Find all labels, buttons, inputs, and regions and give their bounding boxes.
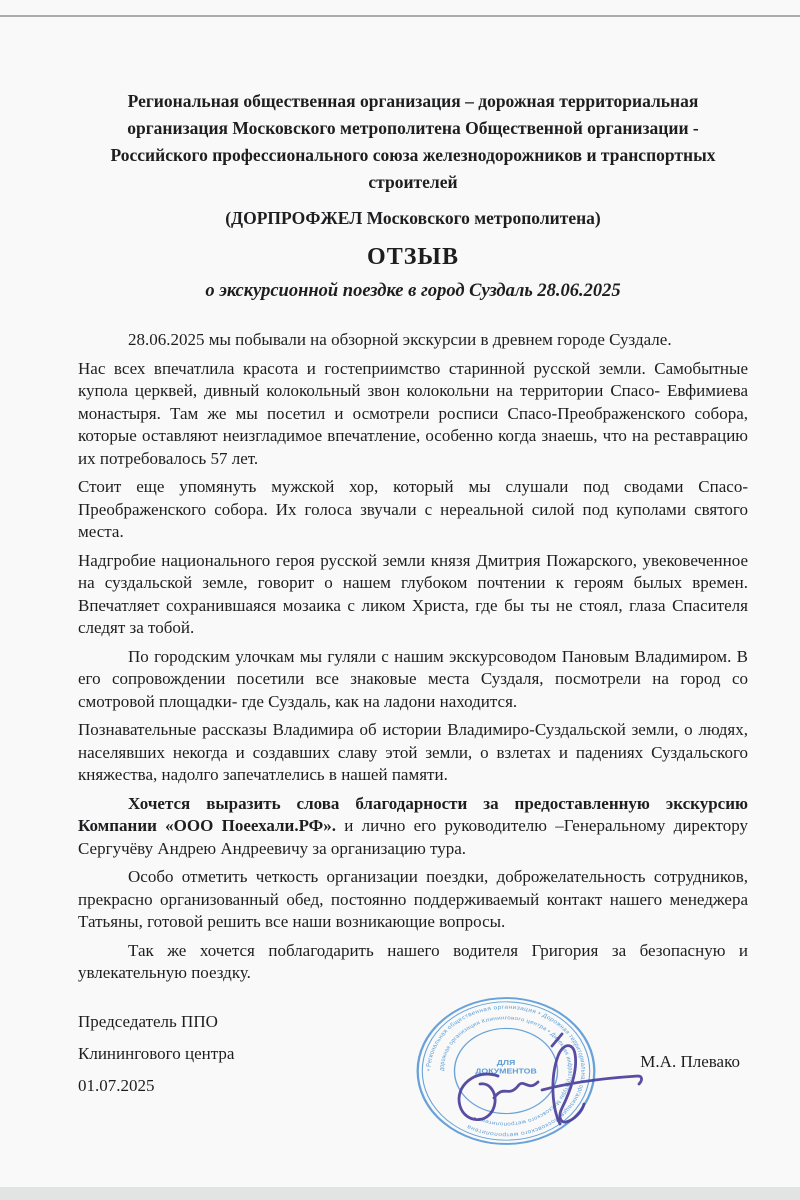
- paragraph-organization: Особо отметить четкость организации поездки, доброжелательность сотрудников, прекрасно организованный обед, постоянно поддерживаемый контакт нашего менеджера Татьяны, готовой решить все наши возникающие вопросы.: [78, 867, 748, 931]
- stamp-center-line1: ДЛЯ: [496, 1058, 516, 1067]
- stamp-center-line2: ДОКУМЕНТОВ: [475, 1066, 537, 1076]
- signer-name: М.А. Плевако: [640, 1052, 740, 1071]
- signer-position-line2: Клинингового центра: [78, 1043, 235, 1063]
- paragraph-gratitude: [78, 793, 748, 861]
- paragraph-guide: По городским улочкам мы гуляли с нашим экскурсоводом Пановым Владимиром. В его сопровождении посетили все знаковые места Суздаля, посмотрели на город со смотровой площадки- где Суздаль, как на ладони находится.: [78, 646, 748, 711]
- signoff-date: 01.07.2025: [78, 1075, 155, 1095]
- signature-humps: [494, 1082, 538, 1098]
- scan-edge-bottom: [0, 1187, 800, 1200]
- stamp-inner-ring-textpath: дорожная организация Клинингового центра • Дирекция инфраструктуры Московского метрополитена •: [439, 1015, 573, 1127]
- org-header: Региональная общественная организация – дорожная территориальная организация Московского метрополитена Общественной организации - Российского профессионального союза железнодорожников и транспортных строителей: [110, 91, 716, 192]
- paragraph-driver: Так же хочется поблагодарить нашего водителя Григория за безопасную и увлекательную поездку.: [78, 940, 748, 982]
- signature-tail-stroke: [542, 1076, 642, 1090]
- signature-tick: [552, 1034, 562, 1046]
- org-abbreviation: (ДОРПРОФЖЕЛ Московского метрополитена): [225, 208, 601, 228]
- signature-loop-left: [459, 1074, 498, 1120]
- paragraph-date-intro: 28.06.2025 мы побывали на обзорной экскурсии в древнем городе Суздале.: [128, 330, 672, 349]
- paragraph-choir: Стоит еще упомянуть мужской хор, который мы слушали под сводами Спасо-Преображенского собора. Их голоса звучали с нереальной силой под куполами святого места.: [78, 477, 748, 541]
- document-subtitle: о экскурсионной поездке в город Суздаль 28.06.2025: [205, 281, 621, 301]
- signer-position-line1: Председатель ППО: [78, 1011, 218, 1031]
- paragraph-impressions: Нас всех впечатлила красота и гостеприимство старинной русской земли. Самобытные купола церквей, дивный колокольный звон колокольни на территории Спасо- Евфимиева монастыря. Там же мы посетил и осмотрели росписи Спасо-Преображенского собора, которые оставляют неизгладимое впечатление, особенно когда знаешь, что на реставрацию их потребовалось 57 лет.: [78, 358, 748, 468]
- gratitude-regular-text: и лично его руководителю –Генеральному директору Сергучёву Андрею Андреевичу за организацию тура.: [78, 816, 748, 858]
- document-title: ОТЗЫВ: [367, 244, 459, 270]
- handwritten-signature: [432, 1028, 662, 1148]
- stamp-outer-ring-textpath: • Региональная общественная организация • Дорожная территориальная организация Московского метрополитена: [426, 1005, 586, 1137]
- paragraph-pozharsky: Надгробие национального героя русской земли князя Дмитрия Пожарского, увековеченное на суздальской земле, говорит о нашем глубоком почтении к героям былых времен. Впечатляет сохранившаяся мозаика с ликом Христа, где бы ты не стоял, глаза Спасителя следят за тобой.: [78, 550, 748, 637]
- paragraph-stories: Познавательные рассказы Владимира об истории Владимиро-Суздальской земли, о людях, населявших некогда и создавших славу этой земли, о взлетах и падениях Суздальского княжества, надолго запечатлелись в нашей памяти.: [78, 720, 748, 784]
- gratitude-bold-text: Хочется выразить слова благодарности за предоставленную экскурсию Компании «ООО Поеехали.РФ».: [78, 793, 748, 835]
